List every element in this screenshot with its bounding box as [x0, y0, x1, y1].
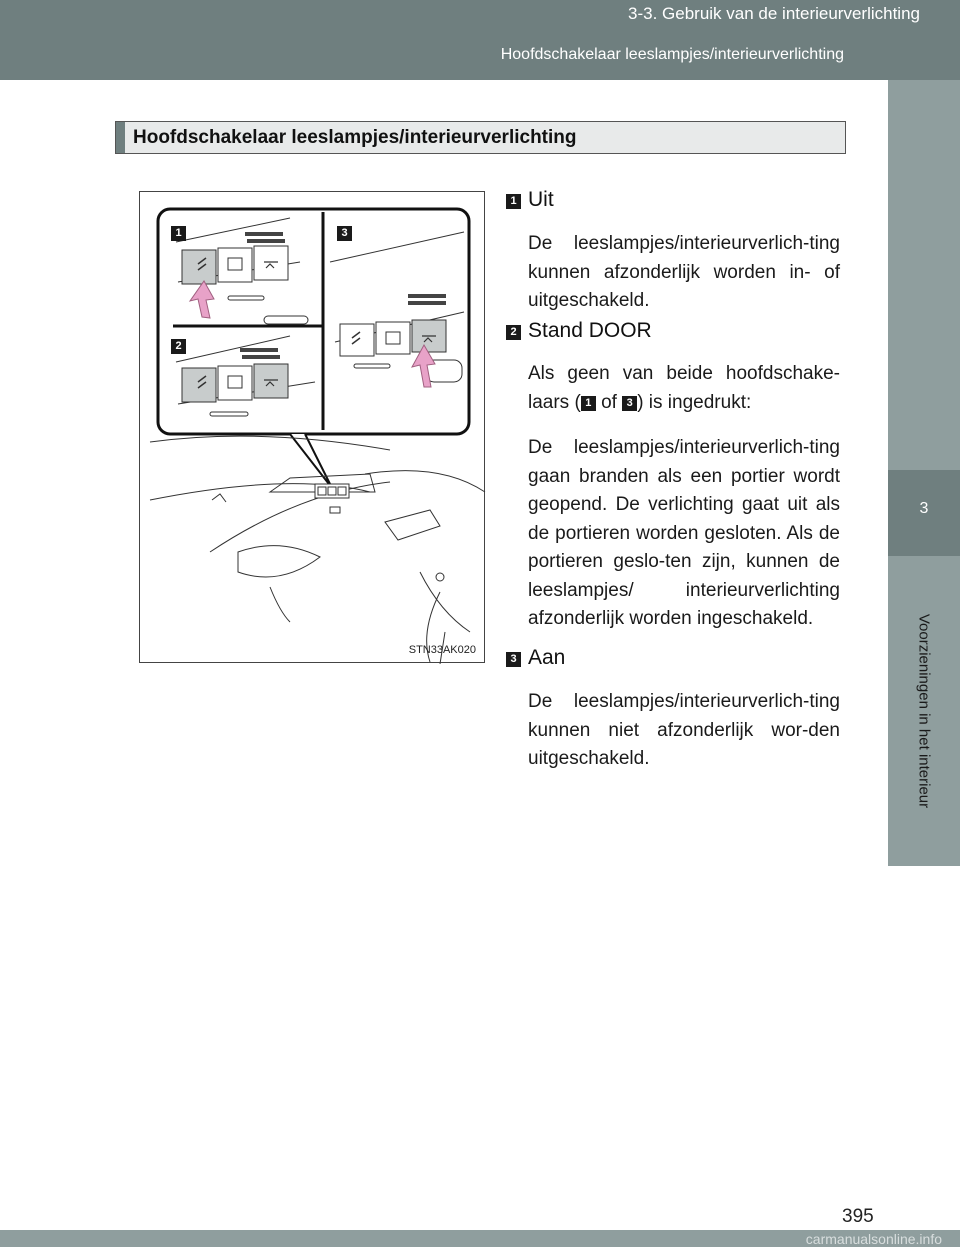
item-title-uit: Uit — [528, 188, 554, 211]
para1-mid: of — [595, 391, 623, 413]
item-badge-3: 3 — [506, 652, 521, 667]
figure-badge-3: 3 — [337, 226, 352, 241]
overhead-switch-illustration — [140, 192, 486, 664]
item-3-paragraph: De leeslampjes/interieurverlich-ting kunnen niet afzonderlijk wor-den uitgeschakeld. — [528, 691, 840, 769]
item-badge-2: 2 — [506, 325, 521, 340]
panel-door — [176, 336, 315, 416]
item-1-paragraph: De leeslampjes/interieurverlich-ting kunnen afzonderlijk worden in- of uitgeschakeld. — [528, 233, 840, 311]
item-title-aan: Aan — [528, 646, 566, 669]
panel-off — [176, 218, 308, 324]
side-tab-top — [888, 80, 960, 470]
chapter-tab — [888, 470, 960, 556]
para1-end: ) is ingedrukt: — [637, 391, 752, 413]
panel-on — [330, 232, 464, 387]
chapter-label: Voorzieningen in het interieur — [915, 613, 933, 809]
illustration — [139, 191, 485, 663]
chapter-title: 3-3. Gebruik van de interieurverlichting — [628, 4, 920, 23]
section-subtitle: Hoofdschakelaar leeslampjes/interieurverlichting — [500, 46, 844, 63]
item-badge-1: 1 — [506, 194, 521, 209]
side-tab-bottom — [888, 556, 960, 866]
inline-badge-3: 3 — [622, 396, 637, 411]
section-heading-title: Hoofdschakelaar leeslampjes/interieurverlichting — [133, 127, 577, 148]
figure-badge-2: 2 — [171, 339, 186, 354]
figure-badge-1: 1 — [171, 226, 186, 241]
watermark: carmanualsonline.info — [805, 1231, 942, 1247]
header-band — [0, 0, 960, 80]
item-title-stand-door: Stand DOOR — [528, 319, 652, 342]
figure-code: STN33AK020 — [408, 644, 476, 656]
section-heading-bar — [116, 122, 125, 153]
section-heading — [115, 121, 846, 154]
para1-start: Als geen van beide hoofdschake-laars ( — [528, 363, 840, 413]
item-2-paragraph-1 — [528, 360, 840, 417]
item-2-paragraph-2: De leeslampjes/interieurverlich-ting gaan branden als een portier wordt geopend. De verlichting gaat uit als de portieren worden gesloten. Als de portieren geslo-ten zijn, kunnen de leeslampjes/ interieurverlichting afzonderlijk worden ingeschakeld. — [528, 437, 840, 629]
inline-badge-1: 1 — [581, 396, 596, 411]
chapter-number: 3 — [919, 500, 929, 517]
page-number: 395 — [842, 1206, 874, 1227]
